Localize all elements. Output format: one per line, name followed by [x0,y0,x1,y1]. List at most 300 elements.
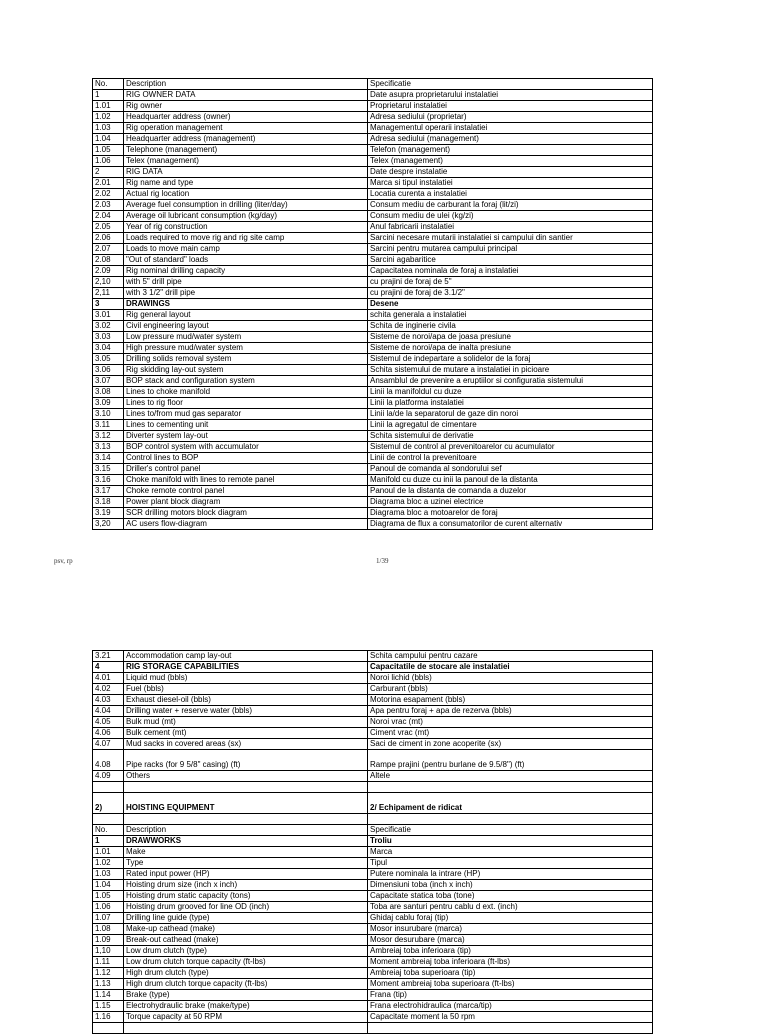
row-specification: Saci de ciment in zone acoperite (sx) [368,739,653,750]
row-description: Hoisting drum grooved for line OD (inch) [124,902,368,913]
row-description: Description [124,79,368,90]
row-description: AC users flow-diagram [124,519,368,530]
row-specification: Ciment vrac (mt) [368,728,653,739]
row-number: 1.14 [93,990,124,1001]
row-specification: Frana (tip) [368,990,653,1001]
row-description: Description [124,825,368,836]
row-description: Choke remote control panel [124,486,368,497]
row-specification: Putere nominala la intrare (HP) [368,869,653,880]
row-specification: Panoul de comanda al sondorului sef [368,464,653,475]
row-description: Hoisting drum size (inch x inch) [124,880,368,891]
row-number: 3.09 [93,398,124,409]
row-number: 2) [93,793,124,814]
row-specification: Telefon (management) [368,145,653,156]
table-row [93,508,653,519]
row-specification: Sisteme de noroi/apa de joasa presiune [368,332,653,343]
table-row [93,464,653,475]
row-description: Power plant block diagram [124,497,368,508]
row-number: 4.09 [93,771,124,782]
row-specification: Specificatie [368,79,653,90]
footer-initials: psv, rp [54,557,73,565]
row-number [93,1023,124,1034]
row-description: with 5" drill pipe [124,277,368,288]
row-number: 3.04 [93,343,124,354]
row-number: 1.16 [93,1012,124,1023]
table-row [93,376,653,387]
table-row [93,79,653,90]
row-specification: schita generala a instalatiei [368,310,653,321]
row-specification: Schita de inginerie civila [368,321,653,332]
table-row [93,343,653,354]
table-row [93,1023,653,1034]
row-specification: Telex (management) [368,156,653,167]
row-description: Average fuel consumption in drilling (liter/day) [124,200,368,211]
table-row [93,979,653,990]
row-number: 1.06 [93,902,124,913]
row-number: 3.12 [93,431,124,442]
table-row [93,519,653,530]
row-specification: Rampe prajini (pentru burlane de 9.5/8") (ft) [368,750,653,771]
row-specification: Tipul [368,858,653,869]
row-description: SCR drilling motors block diagram [124,508,368,519]
row-description: Break-out cathead (make) [124,935,368,946]
row-specification: Anul fabricarii instalatiei [368,222,653,233]
row-description: Rig owner [124,101,368,112]
row-number: No. [93,825,124,836]
row-description: Rig name and type [124,178,368,189]
row-specification: Capacitate moment la 50 rpm [368,1012,653,1023]
table-row [93,398,653,409]
row-description: Telephone (management) [124,145,368,156]
row-number: 1.01 [93,101,124,112]
row-description [124,814,368,825]
row-specification: Ambreiaj toba superioara (tip) [368,968,653,979]
row-description: "Out of standard" loads [124,255,368,266]
row-description: Headquarter address (management) [124,134,368,145]
table-row [93,847,653,858]
row-number: 2.06 [93,233,124,244]
row-specification: Motorina esapament (bbls) [368,695,653,706]
row-number: 1.01 [93,847,124,858]
row-description: Average oil lubricant consumption (kg/day) [124,211,368,222]
row-specification: Specificatie [368,825,653,836]
row-specification: Desene [368,299,653,310]
row-specification: Sistemul de indepartare a solidelor de la foraj [368,354,653,365]
row-number: 3.17 [93,486,124,497]
row-specification: Toba are santuri pentru cablu d ext. (inch) [368,902,653,913]
row-description [124,782,368,793]
row-specification: Linii la platforma instalatiei [368,398,653,409]
row-specification: Apa pentru foraj + apa de rezerva (bbls) [368,706,653,717]
row-specification: Dimensiuni toba (inch x inch) [368,880,653,891]
table-row [93,651,653,662]
row-number: 3.10 [93,409,124,420]
row-specification: Adresa sediului (proprietar) [368,112,653,123]
row-specification: Sarcini pentru mutarea campului principal [368,244,653,255]
page-number: 1/39 [376,557,389,565]
row-description: BOP stack and configuration system [124,376,368,387]
row-number: 1.03 [93,869,124,880]
row-description: Telex (management) [124,156,368,167]
row-description: Bulk mud (mt) [124,717,368,728]
row-specification: Frana electrohidraulica (marca/tip) [368,1001,653,1012]
row-specification: Capacitate statica toba (tone) [368,891,653,902]
row-specification: Schita campului pentru cazare [368,651,653,662]
row-specification: Manifold cu duze cu inii la panoul de la distanta [368,475,653,486]
row-description: Drilling solids removal system [124,354,368,365]
row-specification: Mosor desurubare (marca) [368,935,653,946]
row-specification: Linii de control la prevenitoare [368,453,653,464]
row-number: No. [93,79,124,90]
table-row [93,442,653,453]
table-row [93,706,653,717]
table-row [93,112,653,123]
table-row [93,913,653,924]
row-description: Actual rig location [124,189,368,200]
row-description: Year of rig construction [124,222,368,233]
row-description: Drilling water + reserve water (bbls) [124,706,368,717]
table-row [93,244,653,255]
table-row [93,869,653,880]
table-row [93,475,653,486]
row-description: with 3 1/2" drill pipe [124,288,368,299]
row-number: 1.05 [93,145,124,156]
row-description: BOP control system with accumulator [124,442,368,453]
table-row [93,695,653,706]
table-row [93,750,653,771]
spec-table-page-2 [92,650,652,1034]
table-row [93,858,653,869]
table-row [93,662,653,673]
row-number: 2.09 [93,266,124,277]
row-description: Headquarter address (owner) [124,112,368,123]
row-specification: Noroi vrac (mt) [368,717,653,728]
row-description: Low drum clutch torque capacity (ft-lbs) [124,957,368,968]
table-row [93,717,653,728]
table-row [93,299,653,310]
table-row [93,453,653,464]
table-row [93,431,653,442]
row-description: Make [124,847,368,858]
table-row [93,189,653,200]
table-row [93,101,653,112]
row-specification: Sarcini agabaritice [368,255,653,266]
row-number: 3.03 [93,332,124,343]
table-row [93,497,653,508]
row-number: 3.13 [93,442,124,453]
row-specification: Sarcini necesare mutarii instalatiei si campului din santier [368,233,653,244]
row-number: 1 [93,836,124,847]
row-specification: Marca [368,847,653,858]
row-description: Mud sacks in covered areas (sx) [124,739,368,750]
row-description: Pipe racks (for 9 5/8" casing) (ft) [124,750,368,771]
row-description: Liquid mud (bbls) [124,673,368,684]
table-row [93,354,653,365]
table-row [93,145,653,156]
table-row [93,891,653,902]
row-description: Bulk cement (mt) [124,728,368,739]
row-number: 3.19 [93,508,124,519]
row-specification: Sisteme de noroi/apa de inalta presiune [368,343,653,354]
row-number: 1.09 [93,935,124,946]
table-row [93,211,653,222]
row-description: RIG STORAGE CAPABILITIES [124,662,368,673]
row-number: 4.07 [93,739,124,750]
table-row [93,1012,653,1023]
row-description: Lines to choke manifold [124,387,368,398]
row-specification: Diagrama bloc a uzinei electrice [368,497,653,508]
row-specification: Mosor insurubare (marca) [368,924,653,935]
row-specification: cu prajini de foraj de 5" [368,277,653,288]
row-number: 2,10 [93,277,124,288]
table-row [93,134,653,145]
row-specification: Consum mediu de carburant la foraj (lit/zi) [368,200,653,211]
row-specification: 2/ Echipament de ridicat [368,793,653,814]
row-number: 1.04 [93,880,124,891]
row-number: 2.07 [93,244,124,255]
row-description: Exhaust diesel-oil (bbls) [124,695,368,706]
row-specification: Capacitatile de stocare ale instalatiei [368,662,653,673]
table-row [93,935,653,946]
table-row [93,684,653,695]
row-specification: Linii la manifoldul cu duze [368,387,653,398]
row-description: Torque capacity at 50 RPM [124,1012,368,1023]
row-description: Control lines to BOP [124,453,368,464]
row-number: 4.02 [93,684,124,695]
row-description: RIG DATA [124,167,368,178]
row-number: 1.04 [93,134,124,145]
table-row [93,266,653,277]
row-specification: Managementul operarii instalatiei [368,123,653,134]
row-description: Rig general layout [124,310,368,321]
row-number: 3 [93,299,124,310]
row-description: Brake (type) [124,990,368,1001]
row-description: Driller's control panel [124,464,368,475]
row-description: Lines to/from mud gas separator [124,409,368,420]
row-specification: Adresa sediului (management) [368,134,653,145]
row-number: 1.11 [93,957,124,968]
row-description: Make-up cathead (make) [124,924,368,935]
row-specification: Consum mediu de ulei (kg/zi) [368,211,653,222]
row-number: 1.07 [93,913,124,924]
row-specification: Moment ambreiaj toba superioara (ft-lbs) [368,979,653,990]
table-row [93,486,653,497]
row-number: 2.04 [93,211,124,222]
row-specification: Ambreiaj toba inferioara (tip) [368,946,653,957]
table-row [93,222,653,233]
row-number: 2.05 [93,222,124,233]
row-number: 3.02 [93,321,124,332]
row-specification: Capacitatea nominala de foraj a instalatiei [368,266,653,277]
table-row [93,793,653,814]
table-row [93,200,653,211]
row-description: Civil engineering layout [124,321,368,332]
row-number: 1.02 [93,858,124,869]
row-number: 1,10 [93,946,124,957]
table-row [93,924,653,935]
row-description: Rig skidding lay-out system [124,365,368,376]
row-number: 4.05 [93,717,124,728]
row-number: 2.01 [93,178,124,189]
row-specification: Date despre instalatie [368,167,653,178]
row-specification: Sistemul de control al prevenitoarelor cu acumulator [368,442,653,453]
row-number: 1.15 [93,1001,124,1012]
row-number: 3.11 [93,420,124,431]
table-row [93,123,653,134]
row-number: 4.04 [93,706,124,717]
table-row [93,836,653,847]
row-specification [368,782,653,793]
row-number: 2,11 [93,288,124,299]
row-number: 3.15 [93,464,124,475]
table-row [93,420,653,431]
table-row [93,167,653,178]
row-number: 3,20 [93,519,124,530]
row-specification: Panoul de la distanta de comanda a duzelor [368,486,653,497]
table-row [93,321,653,332]
row-number: 2.02 [93,189,124,200]
row-description: Electrohydraulic brake (make/type) [124,1001,368,1012]
table-row [93,771,653,782]
table-row [93,739,653,750]
row-number [93,814,124,825]
row-number: 1.08 [93,924,124,935]
spec-table-page-1 [92,78,652,530]
row-number: 3.06 [93,365,124,376]
row-number: 4 [93,662,124,673]
row-description: Choke manifold with lines to remote panel [124,475,368,486]
row-description: HOISTING EQUIPMENT [124,793,368,814]
row-number: 3.07 [93,376,124,387]
row-number: 1.02 [93,112,124,123]
table-row [93,902,653,913]
row-specification: Ansamblul de prevenire a eruptiilor si configuratia sistemului [368,376,653,387]
row-number: 3.16 [93,475,124,486]
spec-table [92,650,653,1034]
row-description: DRAWINGS [124,299,368,310]
row-number: 3.08 [93,387,124,398]
row-description: Diverter system lay-out [124,431,368,442]
row-description: Lines to cementing unit [124,420,368,431]
table-row [93,178,653,189]
table-row [93,990,653,1001]
row-specification: Linii la/de la separatorul de gaze din noroi [368,409,653,420]
table-row [93,814,653,825]
row-specification: Schita sistemului de mutare a instalatiei in picioare [368,365,653,376]
row-description: DRAWWORKS [124,836,368,847]
row-description [124,1023,368,1034]
table-row [93,310,653,321]
row-description: Low pressure mud/water system [124,332,368,343]
row-specification: Ghidaj cablu foraj (tip) [368,913,653,924]
row-number: 4.08 [93,750,124,771]
row-description: Rig operation management [124,123,368,134]
table-row [93,782,653,793]
row-description: Rig nominal drilling capacity [124,266,368,277]
row-description: Fuel (bbls) [124,684,368,695]
table-row [93,90,653,101]
row-number: 2.08 [93,255,124,266]
row-number: 1.05 [93,891,124,902]
row-description: RIG OWNER DATA [124,90,368,101]
row-specification: Linii la agregatul de cimentare [368,420,653,431]
row-specification: Marca si tipul instalatiei [368,178,653,189]
row-specification: Noroi lichid (bbls) [368,673,653,684]
table-row [93,255,653,266]
row-description: Loads to move main camp [124,244,368,255]
row-specification [368,1023,653,1034]
row-specification [368,814,653,825]
row-specification: cu prajini de foraj de 3.1/2" [368,288,653,299]
table-row [93,673,653,684]
row-number: 4.01 [93,673,124,684]
row-specification: Proprietarul instalatiei [368,101,653,112]
row-specification: Schita sistemului de derivatie [368,431,653,442]
table-row [93,277,653,288]
row-specification: Diagrama bloc a motoarelor de foraj [368,508,653,519]
row-description: Others [124,771,368,782]
row-number: 3.14 [93,453,124,464]
row-number: 1.12 [93,968,124,979]
row-number: 1.06 [93,156,124,167]
row-description: Low drum clutch (type) [124,946,368,957]
row-number: 1.03 [93,123,124,134]
table-row [93,957,653,968]
row-description: Rated input power (HP) [124,869,368,880]
row-description: Lines to rig floor [124,398,368,409]
row-specification: Locatia curenta a instalatiei [368,189,653,200]
row-number: 3.18 [93,497,124,508]
row-number: 2 [93,167,124,178]
table-row [93,946,653,957]
table-row [93,156,653,167]
row-specification: Carburant (bbls) [368,684,653,695]
spec-table [92,78,653,530]
row-number: 3.01 [93,310,124,321]
row-description: Accommodation camp lay-out [124,651,368,662]
table-row [93,880,653,891]
table-row [93,288,653,299]
table-row [93,1001,653,1012]
row-number [93,782,124,793]
table-row [93,728,653,739]
table-row [93,365,653,376]
table-row [93,825,653,836]
table-row [93,233,653,244]
row-description: Hoisting drum static capacity (tons) [124,891,368,902]
row-description: High drum clutch (type) [124,968,368,979]
table-row [93,332,653,343]
row-description: High drum clutch torque capacity (ft-lbs) [124,979,368,990]
row-specification: Moment ambreiaj toba inferioara (ft-lbs) [368,957,653,968]
row-number: 4.03 [93,695,124,706]
row-number: 3.05 [93,354,124,365]
table-row [93,968,653,979]
row-description: High pressure mud/water system [124,343,368,354]
row-number: 1.13 [93,979,124,990]
row-number: 3.21 [93,651,124,662]
row-description: Type [124,858,368,869]
row-specification: Troliu [368,836,653,847]
row-specification: Date asupra proprietarului instalatiei [368,90,653,101]
row-number: 4.06 [93,728,124,739]
table-row [93,409,653,420]
row-number: 2.03 [93,200,124,211]
table-row [93,387,653,398]
row-specification: Altele [368,771,653,782]
row-description: Loads required to move rig and rig site camp [124,233,368,244]
row-specification: Diagrama de flux a consumatorilor de curent alternativ [368,519,653,530]
